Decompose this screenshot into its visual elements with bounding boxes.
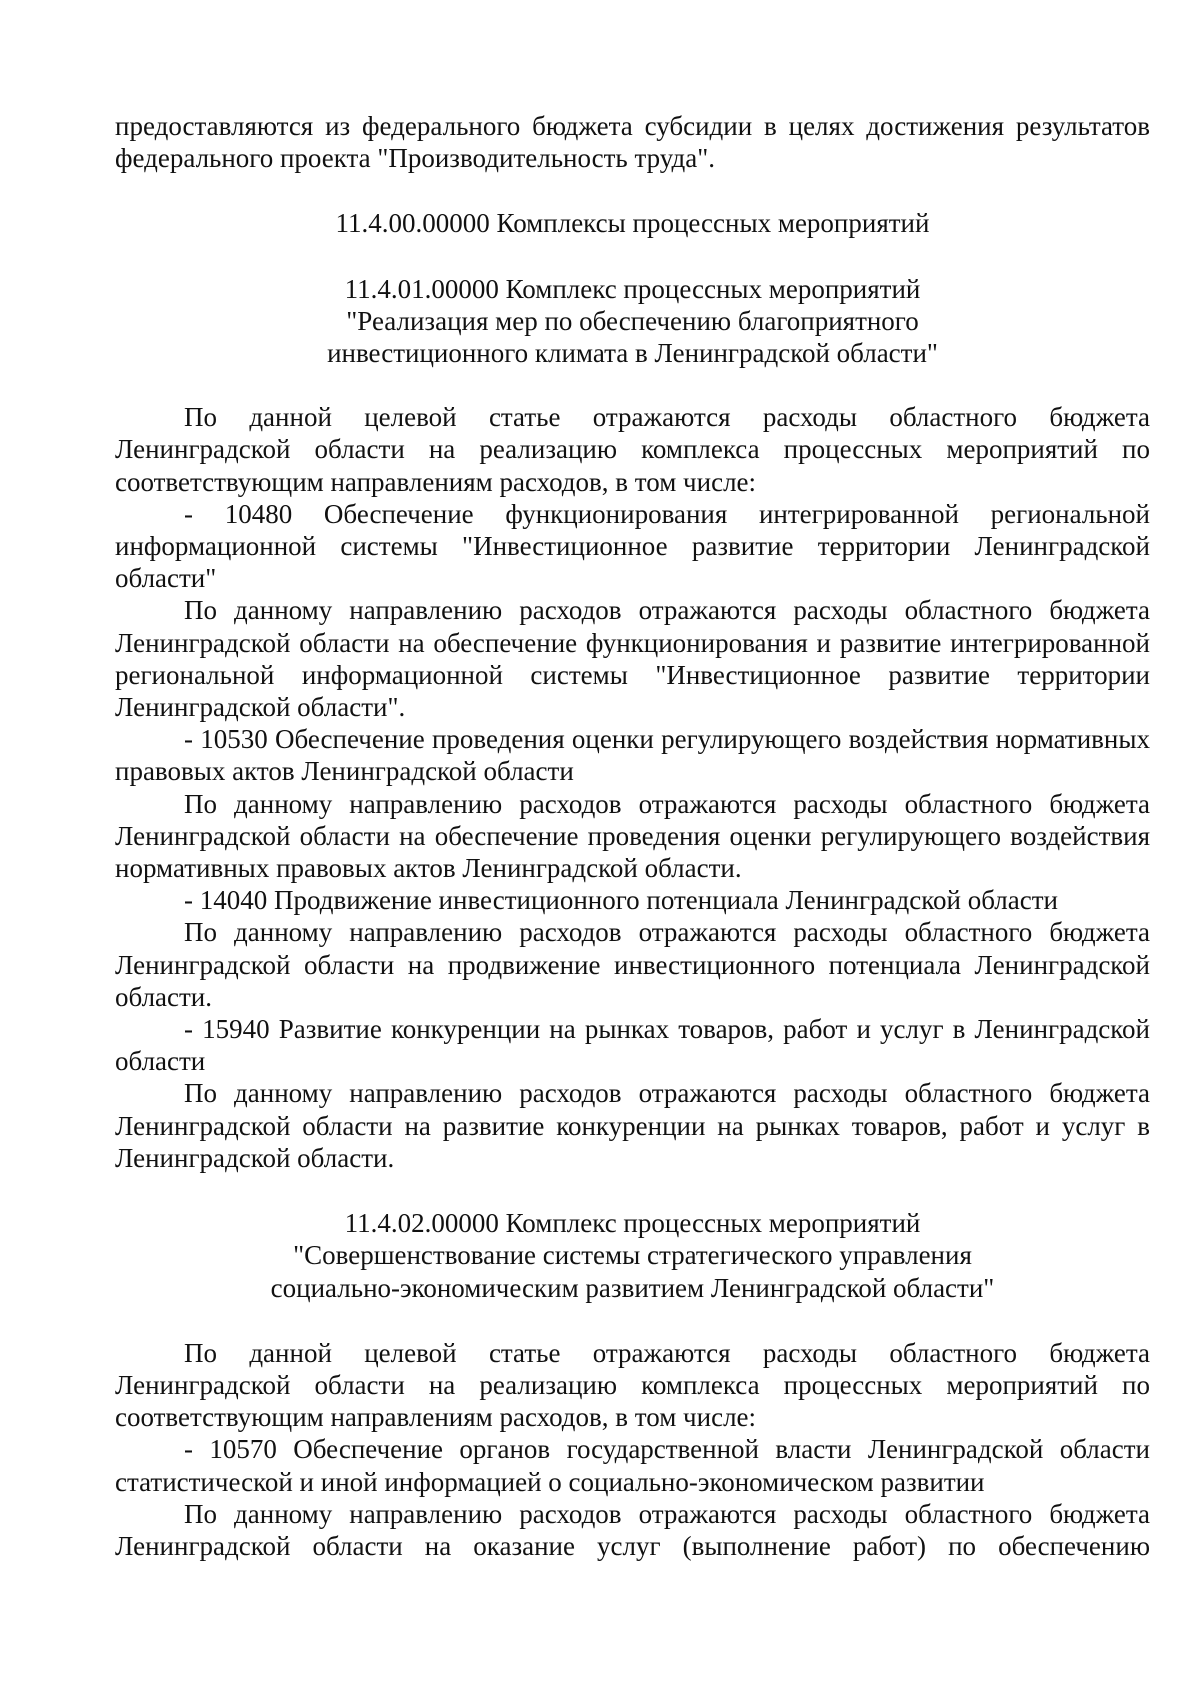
heading-line: "Совершенствование системы стратегического управления [293, 1240, 972, 1271]
section-heading-investment-climate [115, 273, 1150, 370]
section-strategic-management-body [115, 1337, 1150, 1562]
body-paragraph: По данной целевой статье отражаются расходы областного бюджета Ленинградской области на реализацию комплекса процессных мероприятий по соответствующим направлениям расходов, в том числе: [115, 402, 1150, 497]
body-paragraph: По данному направлению расходов отражаются расходы областного бюджета Ленинградской области на обеспечение функционирования и развитие интегрированной региональной информационной системы "Инвестиционное развитие территории Ленинградской области". [115, 595, 1150, 723]
heading-line: инвестиционного климата в Ленинградской области" [327, 338, 938, 369]
expense-item-14040: - 14040 Продвижение инвестиционного потенциала Ленинградской области [184, 885, 1058, 916]
document-body [115, 110, 1150, 1562]
body-paragraph: По данному направлению расходов отражаются расходы областного бюджета Ленинградской области на развитие конкуренции на рынках товаров, работ и услуг в Ленинградской области. [115, 1078, 1150, 1173]
heading-line: 11.4.02.00000 Комплекс процессных мероприятий [344, 1208, 921, 1239]
expense-item-10530: - 10530 Обеспечение проведения оценки регулирующего воздействия нормативных правовых актов Ленинградской области [115, 724, 1150, 787]
body-paragraph: По данному направлению расходов отражаются расходы областного бюджета Ленинградской области на обеспечение проведения оценки регулирующего воздействия нормативных правовых актов Ленинградской области. [115, 788, 1150, 884]
body-paragraph: По данному направлению расходов отражаются расходы областного бюджета Ленинградской области на оказание услуг (выполнение работ) по обеспечению [115, 1498, 1150, 1561]
intro-paragraph: предоставляются из федерального бюджета субсидии в целях достижения результатов федерального проекта "Производительность труда". [115, 111, 1150, 174]
section-heading-processes: 11.4.00.00000 Комплексы процессных мероприятий [335, 208, 930, 239]
expense-item-10480: - 10480 Обеспечение функционирования интегрированной региональной информационной системы "Инвестиционное развитие территории Ленинградской области" [115, 498, 1150, 594]
heading-line: 11.4.01.00000 Комплекс процессных мероприятий [344, 273, 921, 304]
heading-line: социально-экономическим развитием Ленинградской области" [270, 1272, 995, 1303]
section-heading-strategic-management [115, 1207, 1150, 1304]
body-paragraph: По данной целевой статье отражаются расходы областного бюджета Ленинградской области на реализацию комплекса процессных мероприятий по соответствующим направлениям расходов, в том числе: [115, 1337, 1150, 1433]
expense-item-15940: - 15940 Развитие конкуренции на рынках товаров, работ и услуг в Ленинградской области [115, 1014, 1150, 1077]
section-investment-climate-body [115, 401, 1150, 1174]
body-paragraph: По данному направлению расходов отражаются расходы областного бюджета Ленинградской области на продвижение инвестиционного потенциала Ленинградской области. [115, 917, 1150, 1012]
expense-item-10570: - 10570 Обеспечение органов государственной власти Ленинградской области статистической и иной информацией о социально-экономическом развитии [115, 1434, 1150, 1497]
heading-line: "Реализация мер по обеспечению благоприятного [346, 305, 919, 336]
